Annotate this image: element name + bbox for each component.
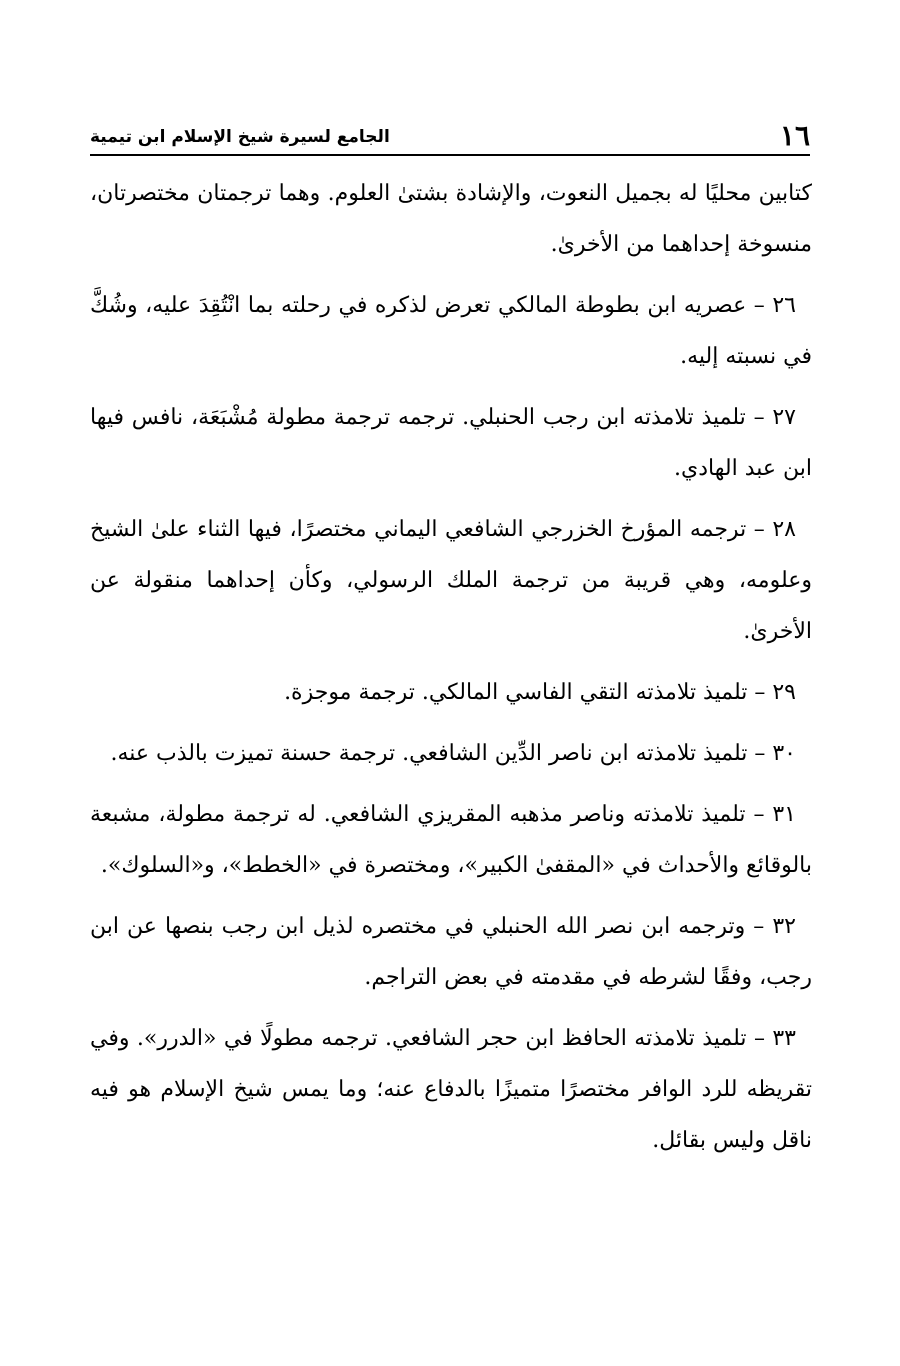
paragraph-item-33: ٣٣ – تلميذ تلامذته الحافظ ابن حجر الشافعي. ترجمه مطولًا في «الدرر». وفي تقريظه للرد الوافر مختصرًا متميزًا بالدفاع عنه؛ وما يمس شيخ الإسلام هو فيه ناقل وليس بقائل.	[90, 1026, 812, 1153]
paragraph-item-29: ٢٩ – تلميذ تلامذته التقي الفاسي المالكي. ترجمة موجزة.	[284, 680, 796, 705]
running-title: الجامع لسيرة شيخ الإسلام ابن تيمية	[90, 127, 390, 147]
paragraph-item-27: ٢٧ – تلميذ تلامذته ابن رجب الحنبلي. ترجمه ترجمة مطولة مُشْبَعَة، نافس فيها ابن عبد الهادي.	[90, 405, 812, 481]
paragraph-item-26: ٢٦ – عصريه ابن بطوطة المالكي تعرض لذكره في رحلته بما انْتُقِدَ عليه، وشُكَّ في نسبته إليه.	[90, 293, 812, 369]
paragraph-item-31: ٣١ – تلميذ تلامذته وناصر مذهبه المقريزي الشافعي. له ترجمة مطولة، مشبعة بالوقائع والأحداث في «المقفىٰ الكبير»، ومختصرة في «الخطط»، و«السلوك».	[90, 802, 812, 878]
paragraph-item-28: ٢٨ – ترجمه المؤرخ الخزرجي الشافعي اليماني مختصرًا، فيها الثناء علىٰ الشيخ وعلومه، وهي قريبة من ترجمة الملك الرسولي، وكأن إحداهما منقولة عن الأخرىٰ.	[90, 517, 812, 644]
paragraph-item-32: ٣٢ – وترجمه ابن نصر الله الحنبلي في مختصره لذيل ابن رجب بنصها عن ابن رجب، وفقًا لشرطه في مقدمته في بعض التراجم.	[90, 914, 812, 990]
body-text	[90, 168, 812, 1176]
page-header	[90, 110, 810, 150]
paragraph-item-30: ٣٠ – تلميذ تلامذته ابن ناصر الدِّين الشافعي. ترجمة حسنة تميزت بالذب عنه.	[110, 741, 796, 766]
paragraph-continuation: كتابين محليًا له بجميل النعوت، والإشادة بشتىٰ العلوم. وهما ترجمتان مختصرتان، منسوخة إحداهما من الأخرىٰ.	[90, 181, 812, 257]
page-number: ١٦	[779, 119, 810, 152]
header-divider	[90, 154, 810, 156]
